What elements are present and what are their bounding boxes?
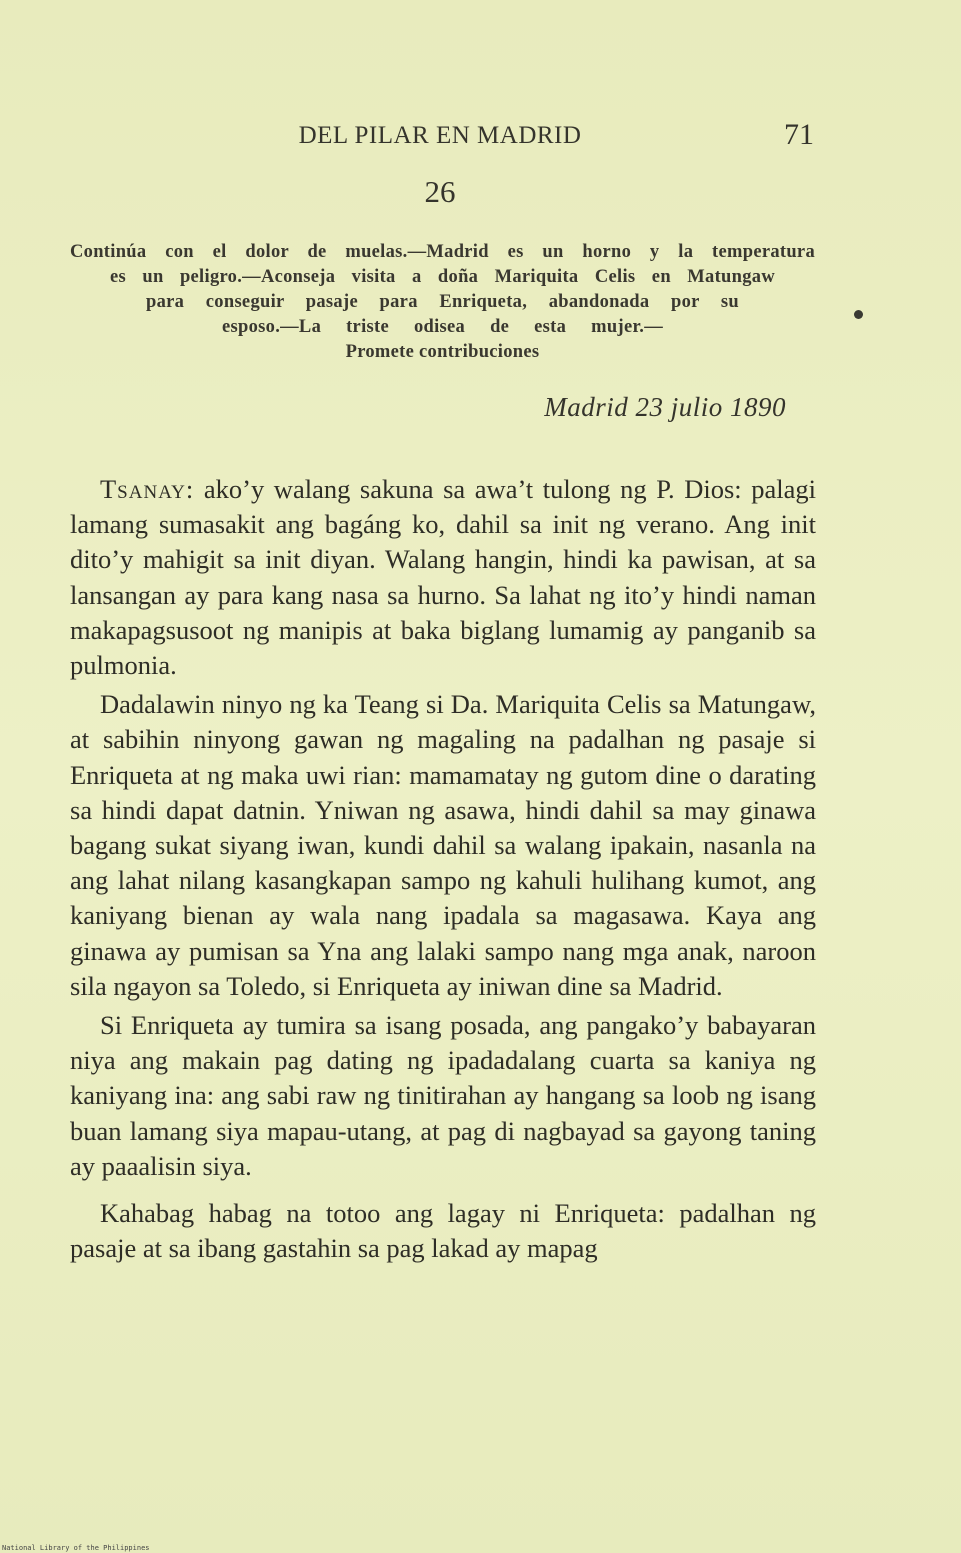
paragraph (70, 472, 816, 683)
library-credit: National Library of the Philippines (2, 1544, 150, 1552)
summary-line: Promete contribuciones (345, 342, 540, 362)
paragraph: Si Enriqueta ay tumira sa isang posada, ang pangako’y babayaran niya ang makain pag dating ng ipadadalang cuarta sa kaniya ng kaniyang ina: ang sabi raw ng tinitirahan ay hangang sa loob ng isang buan lamang siya mapau-utang, at pag di nagbayad sa gayong taning ay paaalisin siya. (70, 1010, 816, 1181)
letter-body (70, 472, 816, 1266)
paragraph: Dadalawin ninyo ng ka Teang si Da. Mariquita Celis sa Matungaw, at sabihin ninyong gawan ng magaling na padalhan ng pasaje si Enriqueta at ng maka uwi rian: mamamatay ng gutom dine o darating sa hindi dapat datnin. Yniwan ng asawa, hindi dahil sa may ginawa bagang sukat siyang iwan, kundi dahil sa walang ipakain, nasanla na ang lahat nilang kasangkapan sampo ng kahuli hulihang kumot, ang kaniyang bienan ay wala nang ipadala sa magasawa. Kaya ang ginawa ay pumisan sa Yna ang lalaki sampo nang mga anak, naroon sila ngayon sa Toledo, si Enriqueta ay iniwan dine sa Madrid. (70, 689, 816, 1001)
summary-line: es un peligro.—Aconseja visita a doña Mariquita Celis en Matungaw (110, 267, 775, 287)
ink-dot-mark (854, 310, 863, 319)
paragraph-text: ako’y walang sakuna sa awa’t tulong ng P. Dios: palagi lamang sumasakit ang bagáng ko, dahil sa init ng verano. Ang init dito’y mahigit sa init diyan. Walang hangin, hindi ka pawisan, at sa lansangan ay para kang nasa sa hurno. Sa lahat ng ito’y hindi naman makapagsusoot ng manipis at baka biglang lumamig ay panganib sa pulmonia. (70, 474, 816, 681)
page-number: 71 (784, 118, 814, 151)
summary-line: esposo.—La triste odisea de esta mujer.— (222, 317, 663, 337)
running-title: DEL PILAR EN MADRID (298, 122, 582, 149)
paragraph: Kahabag habag na totoo ang lagay ni Enriqueta: padalhan ng pasaje at sa ibang gastahin sa pag lakad ay mapag (70, 1198, 816, 1264)
letter-summary (70, 240, 815, 365)
running-head (0, 118, 961, 158)
summary-line: para conseguir pasaje para Enriqueta, abandonada por su (146, 292, 739, 312)
dateline: Madrid 23 julio 1890 (544, 392, 786, 422)
summary-line: Continúa con el dolor de muelas.—Madrid es un horno y la temperatura (70, 242, 815, 262)
letter-number: 26 (424, 174, 456, 209)
salutation: Tsanay: (100, 474, 195, 504)
